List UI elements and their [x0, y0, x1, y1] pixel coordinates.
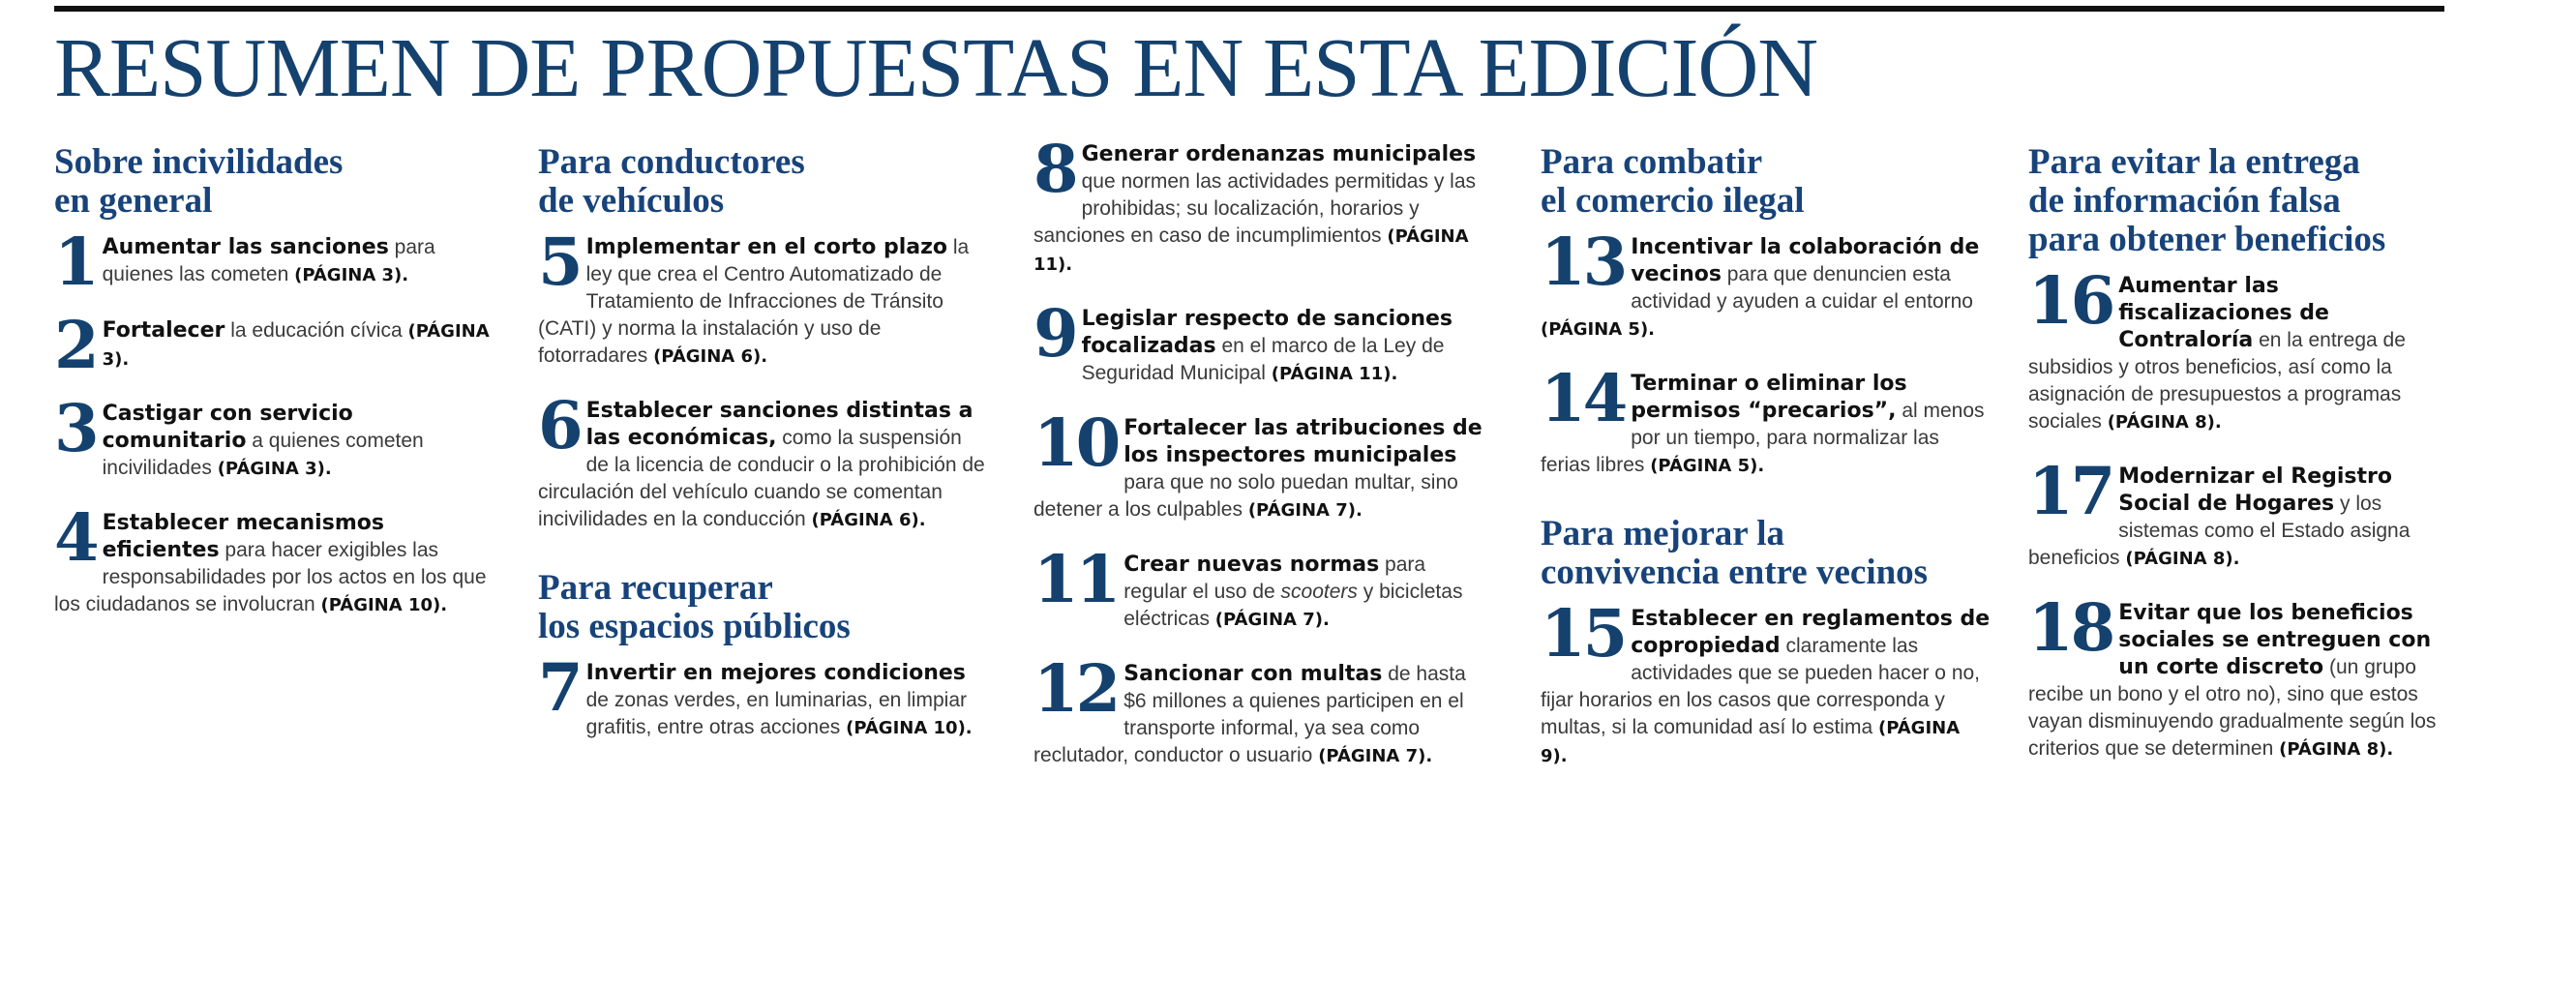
proposal-text: de hasta $6 millones a quienes participen en el transporte informal, ya sea como reclutador, conductor o usuario [1033, 663, 1466, 766]
page-reference: (PÁGINA 9). [1541, 718, 1961, 766]
proposal-text: para que denuncien esta actividad y ayuden a cuidar el entorno [1631, 263, 1973, 313]
column-4 [1541, 143, 1992, 797]
proposal-number: 17 [2028, 464, 2113, 529]
proposal-item [1033, 306, 1493, 388]
proposal-text: como la suspensión de la licencia de conducir o la prohibición de circulación del vehículo cuando se comentan incivilidades en la conducción [538, 427, 985, 530]
proposal-number: 16 [2028, 273, 2113, 339]
page-reference: (PÁGINA 8). [2279, 739, 2394, 760]
page-reference: (PÁGINA 3). [294, 265, 409, 285]
column-2 [538, 143, 987, 769]
proposal-item [54, 401, 499, 483]
proposal-lead: Generar ordenanzas municipales [1081, 142, 1477, 166]
proposal-number: 14 [1541, 371, 1626, 436]
proposal-lead: Incentivar la colaboración de vecinos [1631, 235, 1980, 286]
proposal-number: 2 [54, 317, 97, 374]
proposal-number: 8 [1033, 141, 1076, 207]
page-reference: (PÁGINA 7). [1318, 746, 1433, 766]
proposal-item [2028, 273, 2448, 436]
proposal-text: al menos por un tiempo, para normalizar las ferias libres [1541, 400, 1985, 476]
proposal-number: 12 [1033, 661, 1119, 727]
proposal-lead: Terminar o eliminar los permisos “precarios”, [1631, 372, 1907, 423]
top-rule [54, 6, 2444, 12]
proposal-number: 7 [538, 660, 581, 726]
proposal-item [1033, 141, 1493, 279]
page-reference: (PÁGINA 3). [217, 459, 332, 479]
proposal-text: que normen las actividades permitidas y las prohibidas; su localización, horarios y sanciones en caso de incumplimientos [1033, 170, 1476, 247]
proposal-lead: Sancionar con multas [1123, 662, 1383, 686]
proposal-number: 5 [538, 234, 581, 300]
proposal-item [538, 660, 987, 742]
proposal-lead: Establecer sanciones distintas a las económicas, [585, 399, 973, 450]
section-heading: Para evitar la entrega de información falsa para obtener beneficios [2028, 142, 2386, 259]
section-heading: Para conductores de vehículos [538, 142, 805, 221]
proposal-item [2028, 600, 2448, 763]
page-reference: (PÁGINA 3). [102, 321, 490, 370]
proposals-columns [54, 143, 2444, 975]
page-reference: (PÁGINA 8). [2107, 412, 2222, 433]
proposal-number: 15 [1541, 606, 1626, 672]
proposal-text: claramente las actividades que se pueden hacer o no, fijar horarios en los casos que corresponda y multas, si la comunidad así lo estima [1541, 635, 1981, 738]
proposal-number: 6 [538, 398, 581, 464]
proposal-text: para que no solo puedan multar, sino detener a los culpables [1033, 471, 1458, 521]
section [2028, 143, 2448, 763]
page-reference: (PÁGINA 7). [1247, 500, 1363, 521]
proposal-item [1541, 371, 1992, 480]
proposal-item [538, 398, 987, 534]
proposal-item [1541, 606, 1992, 770]
proposal-item [1033, 661, 1493, 770]
proposal-number: 10 [1033, 415, 1119, 481]
proposal-number: 4 [54, 510, 97, 576]
page-reference: (PÁGINA 6). [811, 510, 926, 530]
section [54, 143, 499, 619]
proposal-lead: Evitar que los beneficios sociales se entreguen con un corte discreto [2118, 601, 2432, 679]
section [1541, 515, 1992, 770]
proposal-lead: Crear nuevas normas [1123, 553, 1380, 577]
page-reference: (PÁGINA 5). [1541, 319, 1656, 340]
proposal-text: y los sistemas como el Estado asigna beneficios [2028, 493, 2411, 569]
proposal-lead: Legislar respecto de sanciones focalizadas [1081, 307, 1453, 358]
proposal-text: para regular el uso de scooters y bicicletas eléctricas [1123, 553, 1463, 630]
page-reference: (PÁGINA 10). [320, 595, 448, 615]
page-title: RESUMEN DE PROPUESTAS EN ESTA EDICIÓN [54, 20, 1818, 114]
proposal-text: de zonas verdes, en luminarias, en limpiar grafitis, entre otras acciones [585, 689, 967, 738]
proposal-lead: Aumentar las fiscalizaciones de Contraloría [2118, 274, 2329, 352]
proposal-lead: Invertir en mejores condiciones [585, 661, 966, 685]
page-reference: (PÁGINA 7). [1214, 610, 1330, 630]
proposal-text: la ley que crea el Centro Automatizado de Tratamiento de Infracciones de Tránsito (CATI) y norma la instalación y uso de fotorradares [538, 236, 970, 367]
page-reference: (PÁGINA 5). [1650, 456, 1765, 476]
proposal-number: 18 [2028, 600, 2113, 666]
proposal-text: a quienes cometen incivilidades [102, 430, 424, 479]
proposal-lead: Establecer mecanismos eficientes [102, 511, 384, 562]
section [538, 569, 987, 742]
proposal-number: 13 [1541, 234, 1626, 300]
page-reference: (PÁGINA 6). [653, 346, 768, 367]
proposal-lead: Castigar con servicio comunitario [102, 402, 353, 453]
proposal-lead: Fortalecer las atribuciones de los inspectores municipales [1123, 416, 1483, 467]
column-3 [1033, 141, 1493, 797]
section [1033, 141, 1493, 770]
proposal-lead: Fortalecer [102, 318, 225, 343]
section-heading: Para mejorar la convivencia entre vecinos [1541, 514, 1929, 592]
proposal-lead: Implementar en el corto plazo [585, 235, 948, 259]
section [1541, 143, 1992, 480]
proposal-lead: Establecer en reglamentos de copropiedad [1631, 607, 1991, 658]
proposal-number: 1 [54, 234, 97, 290]
proposal-text: (un grupo recibe un bono y el otro no), sino que estos vayan disminuyendo gradualmente según los criterios que se determinen [2028, 656, 2437, 760]
proposal-item [538, 234, 987, 371]
proposal-text: en el marco de la Ley de Seguridad Municipal [1081, 335, 1445, 384]
proposal-item [1541, 234, 1992, 344]
proposal-lead: Aumentar las sanciones [102, 235, 389, 259]
proposal-lead: Modernizar el Registro Social de Hogares [2118, 464, 2392, 516]
section-heading: Para recuperar los espacios públicos [538, 568, 851, 646]
column-1 [54, 143, 499, 646]
proposal-text: en la entrega de subsidios y otros beneficios, así como la asignación de presupuestos a programas sociales [2028, 329, 2406, 433]
proposal-item [2028, 464, 2448, 573]
proposal-item [54, 317, 499, 374]
page-reference: (PÁGINA 8). [2125, 549, 2240, 569]
proposal-number: 9 [1033, 306, 1076, 372]
proposal-item [54, 510, 499, 619]
proposal-item [1033, 552, 1493, 634]
proposal-text: para hacer exigibles las responsabilidades por los actos en los que los ciudadanos se involucran [54, 539, 487, 615]
section-heading: Sobre incivilidades en general [54, 142, 344, 221]
proposal-item [54, 234, 499, 290]
page-reference: (PÁGINA 11). [1271, 364, 1398, 384]
page-reference: (PÁGINA 10). [846, 718, 973, 738]
proposal-number: 11 [1033, 552, 1119, 617]
column-5 [2028, 143, 2448, 791]
proposal-number: 3 [54, 401, 97, 466]
proposal-text: la educación cívica [225, 319, 408, 342]
proposal-item [1033, 415, 1493, 524]
section [538, 143, 987, 534]
proposal-text: para quienes las cometen [102, 236, 435, 285]
section-heading: Para combatir el comercio ilegal [1541, 142, 1805, 221]
page-reference: (PÁGINA 11). [1033, 226, 1469, 275]
